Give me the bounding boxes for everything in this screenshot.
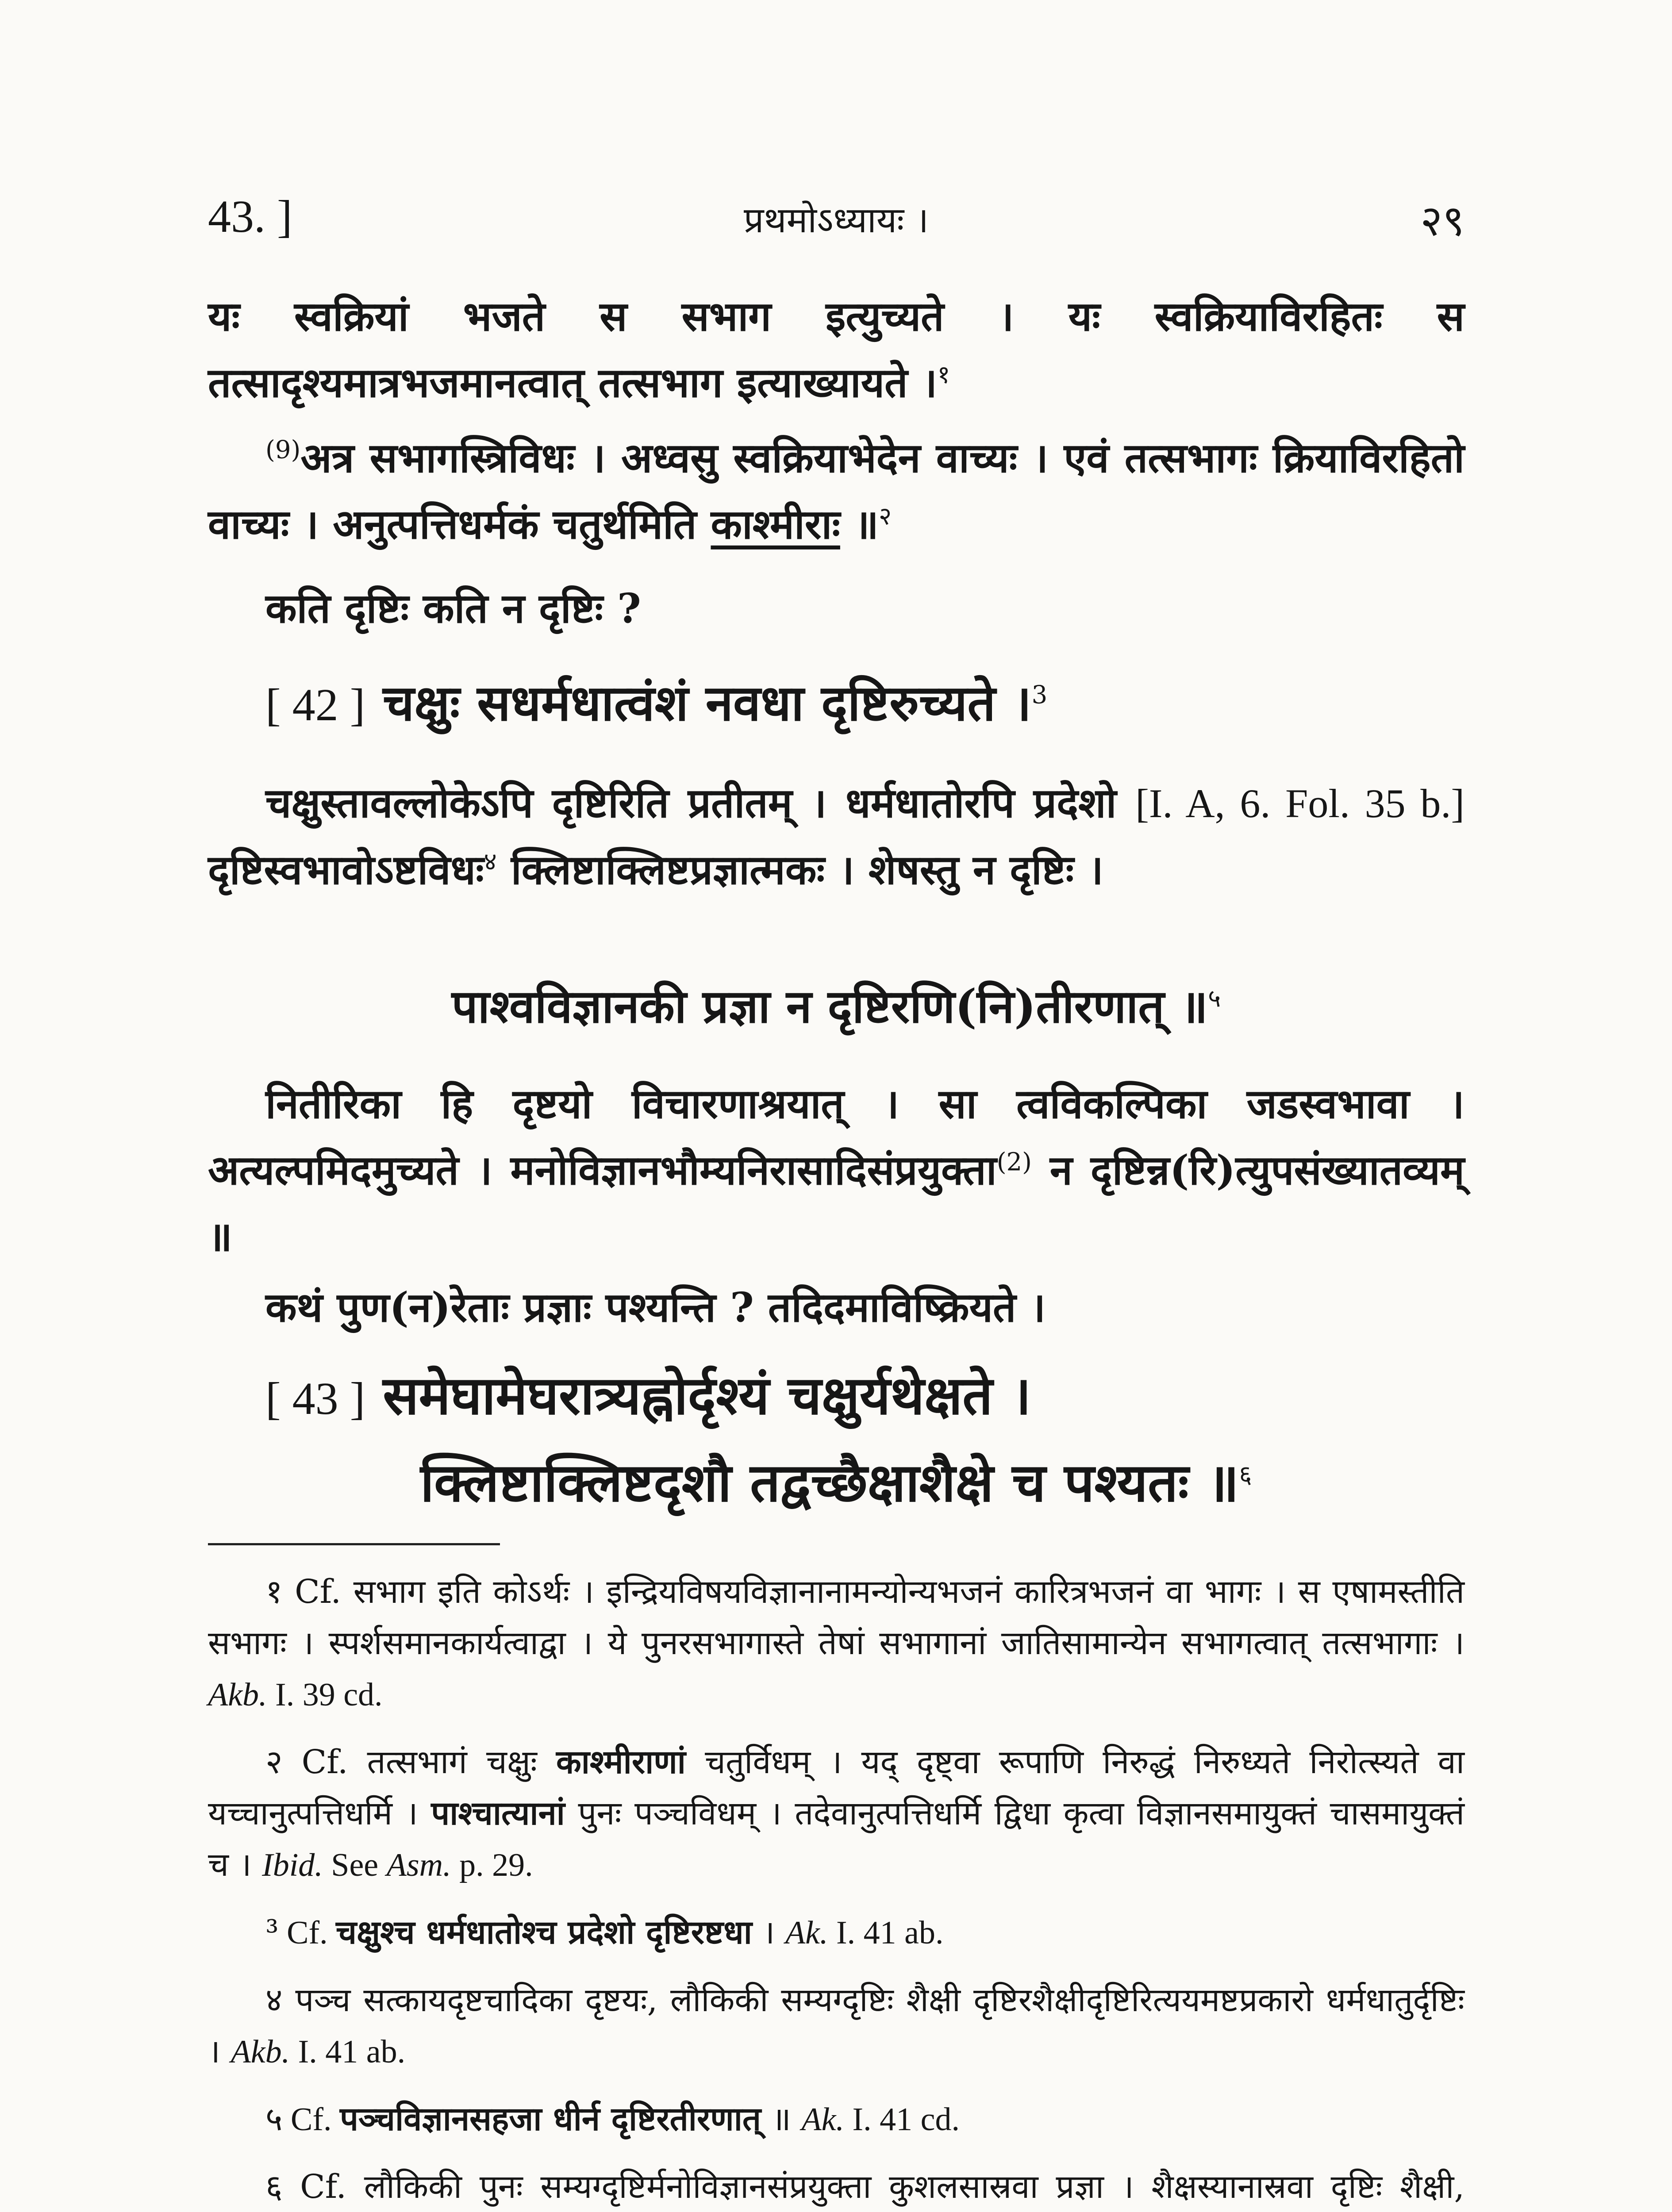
- footnote-4: [208, 1974, 1464, 2078]
- question-1: [208, 575, 1464, 641]
- section-marker: 43. ]: [208, 191, 292, 242]
- note-marker-2: (2): [996, 1148, 1032, 1177]
- paragraph-3: [208, 770, 1464, 903]
- paragraph-3-text-a: चक्षुस्तावल्लोकेऽपि दृष्टिरिति प्रतीतम् । धर्मधातोरपि प्रदेशो: [265, 779, 1136, 827]
- question-2: [208, 1274, 1464, 1340]
- footnote-2: [208, 1736, 1464, 1891]
- footnote-1-citation: Akb.: [208, 1677, 267, 1713]
- paragraph-4-text-b: न दृष्टिन्न(रि)त्युपसंख्यातव्यम् ॥: [208, 1146, 1464, 1260]
- verse-center-text: पाश्वविज्ञानकी प्रज्ञा न दृष्टिरणि(नि)तीरणात् ॥: [451, 979, 1208, 1033]
- footnote-2-mark: २: [265, 1743, 283, 1781]
- footnote-ref-5: ५: [1208, 984, 1221, 1013]
- footnotes: [208, 1566, 1464, 2212]
- question-2-text: कथं पुण(न)रेताः प्रज्ञाः पश्यन्ति ? तदिदमाविष्क्रियते ।: [265, 1283, 1046, 1331]
- footnote-4-text: पञ्च सत्कायदृष्टचादिका दृष्टयः, लौकिकी सम्यग्दृष्टिः शैक्षी दृष्टिरशैक्षीदृष्टिरित्ययमष्टप्रकारो धर्मधातुर्दृष्टिः ।: [208, 1981, 1464, 2070]
- footnote-ref-4: ४: [484, 847, 497, 876]
- footnote-3-mark: ³: [265, 1913, 279, 1951]
- footnote-5: [208, 2093, 1464, 2145]
- footnote-2-citation-2: Asm.: [386, 1847, 451, 1883]
- footnote-2-locator: p. 29.: [451, 1847, 533, 1883]
- paragraph-1: [208, 283, 1464, 416]
- footnote-2-text-c: चतुर्विधम् । यद् दृष्ट्वा रूपाणि निरुद्धं निरुध्यते निरोत्स्यते वा यच्चानुत्पत्तिधर्मि ।: [208, 1743, 1464, 1832]
- verse-43: [208, 1354, 1464, 1525]
- paragraph-3-text-c: क्लिष्टाक्लिष्टप्रज्ञात्मकः । शेषस्तु न दृष्टिः ।: [496, 846, 1103, 894]
- footnote-5-bold: पञ्चविज्ञानसहजा धीर्न दृष्टिरतीरणात्: [339, 2100, 761, 2138]
- footnote-3-danda: ।: [752, 1913, 785, 1951]
- verse-43-label: [ 43 ]: [265, 1373, 365, 1424]
- footnote-ref-6: ६: [1239, 1460, 1252, 1489]
- footnote-3-bold: चक्षुश्च धर्मधातोश्च प्रदेशो दृष्टिरष्टधा: [336, 1913, 752, 1951]
- footnote-6: [208, 2161, 1464, 2212]
- footnote-4-mark: ४: [265, 1981, 283, 2019]
- footnote-2-text-d: पुनः पञ्चविधम् । तदेवानुत्पत्तिधर्मि द्विधा कृत्वा विज्ञानसमायुक्तं चासमायुक्तं च ।: [208, 1794, 1464, 1884]
- paragraph-4: [208, 1071, 1464, 1270]
- footnote-4-citation: Akb.: [231, 2034, 290, 2070]
- footnote-ref-1: १: [937, 360, 950, 389]
- manuscript-ref: [I. A, 6. Fol. 35 b.]: [1135, 781, 1465, 826]
- running-title: प्रथमोऽध्यायः ।: [743, 200, 929, 241]
- footnote-3-cf: Cf.: [278, 1915, 336, 1951]
- verse-42: [208, 664, 1464, 745]
- footnote-3: [208, 1907, 1464, 1959]
- footnote-5-mark: ५: [265, 2100, 283, 2138]
- paragraph-2-text: अत्र सभागस्त्रिविधः । अध्वसु स्वक्रियाभेदेन वाच्यः । एवं तत्सभागः क्रियाविरहितो वाच्यः । अनुत्पत्तिधर्मकं चतुर्थमिति: [208, 434, 1464, 548]
- running-header: [208, 190, 1464, 252]
- verse-42-label: [ 42 ]: [265, 680, 365, 730]
- paragraph-2: [208, 425, 1464, 557]
- footnote-5-cf: Cf.: [282, 2101, 340, 2138]
- paragraph-3-text-b: दृष्टिस्वभावोऽष्टविधः: [208, 846, 484, 894]
- verse-43-line-2: क्लिष्टाक्लिष्टदृशौ तद्वच्छैक्षाशैक्षे च पश्यतः ॥: [420, 1452, 1239, 1514]
- footnote-4-locator: I. 41 ab.: [290, 2034, 406, 2070]
- footnote-5-locator: I. 41 cd.: [844, 2101, 960, 2138]
- footnote-2-see: See: [323, 1847, 387, 1883]
- footnote-3-citation: Ak.: [785, 1915, 828, 1951]
- footnote-ref-2: २: [879, 502, 892, 531]
- footnote-ref-3: 3: [1031, 680, 1048, 710]
- verse-karika-center: [208, 973, 1464, 1040]
- footnote-rule: [208, 1543, 500, 1545]
- footnote-1-mark: १: [265, 1573, 283, 1611]
- footnote-3-locator: I. 41 ab.: [828, 1915, 944, 1951]
- footnote-2-bold-2: पाश्चात्यानां: [431, 1794, 565, 1832]
- footnote-1-text: Cf. सभाग इति कोऽर्थः । इन्द्रियविषयविज्ञानानामन्योन्यभजनं कारित्रभजनं वा भागः । स एषामस्तीति सभागः । स्पर्शसमानकार्यत्वाद्वा । ये पुनरसभागास्ते तेषां सभागानां जातिसामान्येन सभागत्वात् तत्सभागाः ।: [208, 1573, 1464, 1662]
- question-1-text: कति दृष्टिः कति न दृष्टिः ?: [265, 584, 641, 632]
- verse-42-text: चक्षुः सधर्मधात्वंशं नवधा दृष्टिरुच्यते ।: [383, 674, 1032, 732]
- verse-43-line-1: समेघामेघरात्र्यह्नोर्दृश्यं चक्षुर्यथेक्षते ।: [383, 1364, 1031, 1427]
- note-marker-9: (9): [265, 435, 301, 465]
- paragraph-2-end: ॥: [840, 500, 879, 548]
- paragraph-1-text: यः स्वक्रियां भजते स सभाग इत्युच्यते । यः स्वक्रियाविरहितः स तत्सादृश्यमात्रभजमानत्वात् तत्सभाग इत्याख्यायते ।: [208, 292, 1464, 407]
- footnote-2-bold-1: काश्मीराणां: [556, 1743, 686, 1781]
- footnote-2-citation-1: Ibid.: [262, 1847, 323, 1883]
- footnote-6-text: Cf. लौकिकी पुनः सम्यग्दृष्टिर्मनोविज्ञानसंप्रयुक्ता कुशलसास्रवा प्रज्ञा । शैक्षस्यानास्रवा दृष्टिः शैक्षी,: [300, 2168, 1464, 2206]
- footnote-5-danda: ॥: [761, 2100, 802, 2138]
- underlined-kashmira: काश्मीराः: [711, 500, 840, 548]
- paragraph-4-text-a: नितीरिका हि दृष्टयो विचारणाश्रयात् । सा त्वविकल्पिका जडस्वभावा । अत्यल्पमिदमुच्यते । मनोविज्ञानभौम्यनिरासादिसंप्रयुक्ता: [208, 1080, 1464, 1194]
- footnote-1: [208, 1566, 1464, 1720]
- footnote-2-text-a: Cf. तत्सभागं चक्षुः: [282, 1743, 556, 1781]
- footnote-1-locator: I. 39 cd.: [267, 1677, 383, 1713]
- page-number: २९: [1420, 196, 1464, 246]
- footnote-6-mark: ६: [265, 2168, 283, 2206]
- footnote-5-citation: Ak.: [801, 2101, 845, 2138]
